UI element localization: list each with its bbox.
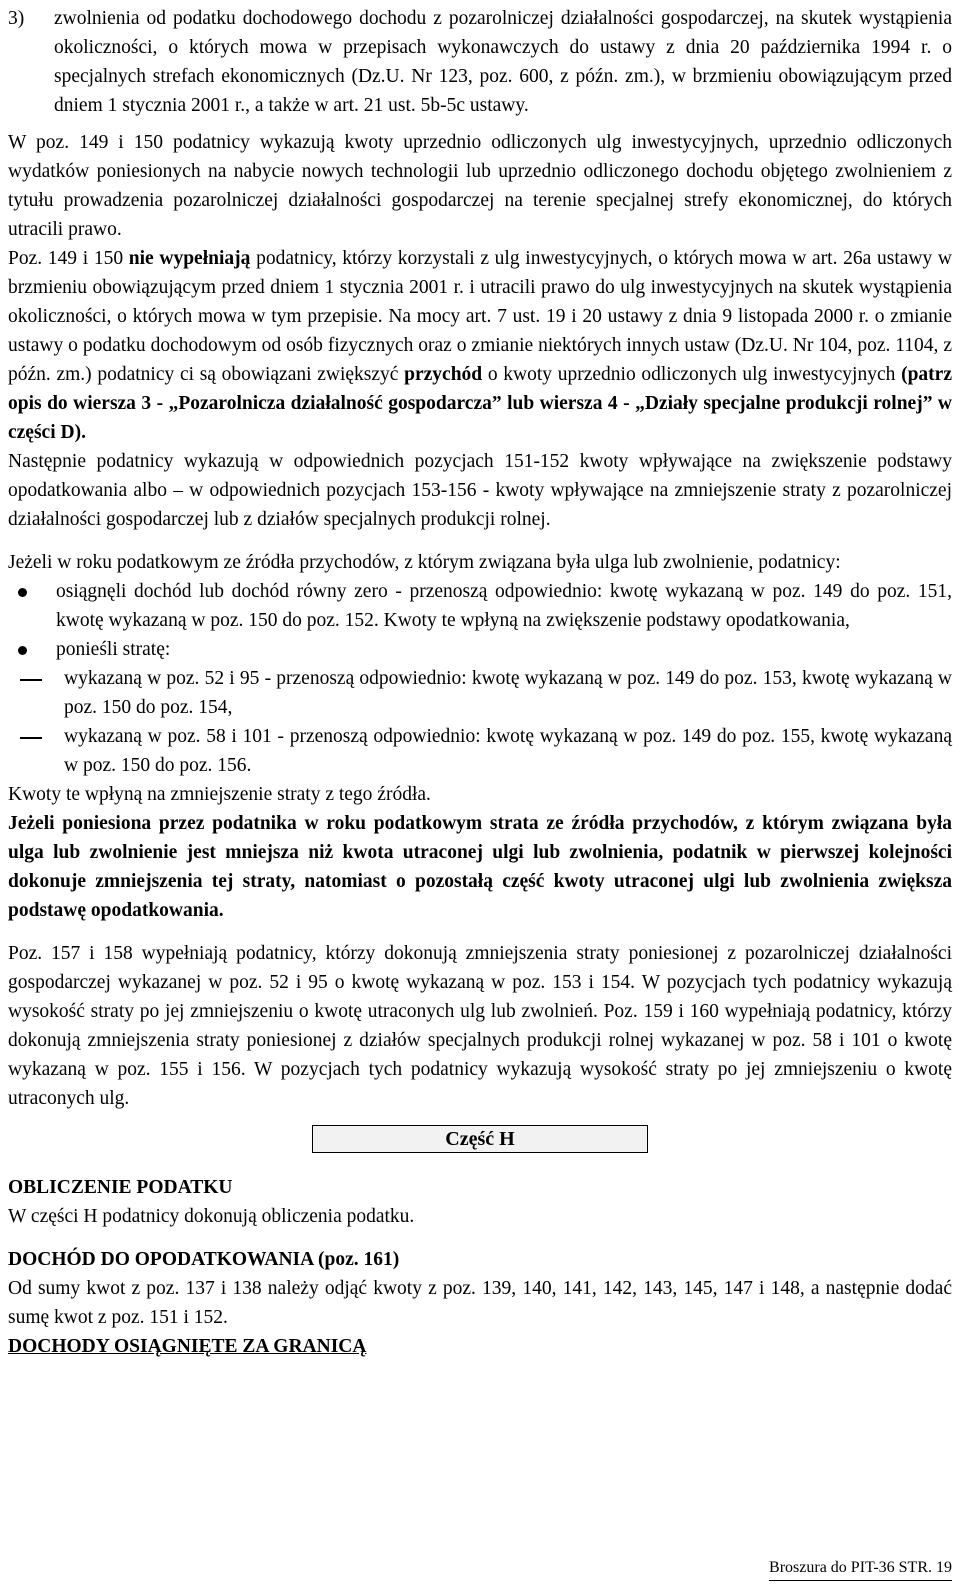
bullet-text: osiągnęli dochód lub dochód równy zero - przenoszą odpowiednio: kwotę wykazaną w poz. 149 do poz. 151, kwotę wykazaną w poz. 150 do poz. 152. Kwoty te wpłyną na zwiększenie podstawy opodatkowania, bbox=[56, 581, 952, 631]
dash-icon bbox=[20, 737, 42, 739]
dash-list bbox=[8, 664, 952, 780]
paragraph-poz-157-160: Poz. 157 i 158 wypełniają podatnicy, którzy dokonują zmniejszenia straty poniesionej z pozarolniczej działalności gospodarczej wykazanej w poz. 52 i 95 o kwotę wykazaną w poz. 153 i 154. W pozycjach tych podatnicy wykazują wysokość straty po jej zmniejszeniu o kwotę utraconych ulg lub zwolnień. Poz. 159 i 160 wypełniają podatnicy, którzy dokonują zmniejszenia straty poniesionej z działów specjalnych produkcji rolnej wykazanej w poz. 58 i 101 o kwotę wykazaną w poz. 155 i 156. W pozycjach tych podatnicy wykazują wysokość straty po jej zmniejszeniu o kwotę utraconych ulg. bbox=[8, 943, 952, 1109]
dash-item bbox=[8, 664, 952, 722]
paragraph-poz-149-150: W poz. 149 i 150 podatnicy wykazują kwoty uprzednio odliczonych ulg inwestycyjnych, uprzednio odliczonych wydatków poniesionych na nabycie nowych technologii lub uprzednio odliczonego dochodu objętego zwolnieniem z tytułu prowadzenia pozarolniczej działalności gospodarczej na terenie specjalnej strefy ekonomicznej, do których utracili prawo. bbox=[8, 132, 952, 240]
bold-run: nie wypełniają bbox=[128, 248, 251, 269]
item-3 bbox=[8, 4, 952, 120]
paragraph-nie-wypelniaja bbox=[8, 244, 952, 447]
section-title-box: Część H bbox=[312, 1125, 648, 1153]
item-3-number: 3) bbox=[8, 8, 25, 29]
bold-run: Jeżeli poniesiona przez podatnika w roku podatkowym strata ze źródła przychodów, z którym związana była ulga lub zwolnienie jest mniejsza niż kwota utraconej ulgi lub zwolnienia, podatnik w pierwszej kolejności dokonuje zmniejszenia tej straty, natomiast o pozostałą część kwoty utraconej ulgi lub zwolnienia zwiększa podstawę opodatkowania. bbox=[8, 813, 952, 921]
text-run: Poz. 149 i 150 bbox=[8, 248, 129, 269]
paragraph-kwoty-te: Kwoty te wpłyną na zmniejszenie straty z tego źródła. bbox=[8, 784, 431, 805]
paragraph-nastepnie: Następnie podatnicy wykazują w odpowiednich pozycjach 151-152 kwoty wpływające na zwiększenie podstawy opodatkowania albo – w odpowiednich pozycjach 153-156 - kwoty wpływające na zmniejszenie straty z pozarolniczej działalności gospodarczej lub z działów specjalnych produkcji rolnej. bbox=[8, 451, 952, 530]
item-3-text: zwolnienia od podatku dochodowego dochodu z pozarolniczej działalności gospodarczej, na skutek wystąpienia okoliczności, o których mowa w przepisach wykonawczych do ustawy z dnia 20 października 1994 r. o specjalnych strefach ekonomicznych (Dz.U. Nr 123, poz. 600, z późn. zm.), w brzmieniu obowiązującym przed dniem 1 stycznia 2001 r., a także w art. 21 ust. 5b-5c ustawy. bbox=[54, 8, 952, 116]
dash-text: wykazaną w poz. 58 i 101 - przenoszą odpowiednio: kwotę wykazaną w poz. 149 do poz. 155, kwotę wykazaną w poz. 150 do poz. 156. bbox=[64, 726, 952, 776]
bullet-item bbox=[8, 635, 952, 664]
paragraph-jezeli: Jeżeli w roku podatkowym ze źródła przychodów, z którym związana była ulga lub zwolnienie, podatnicy: bbox=[8, 552, 841, 573]
dash-item bbox=[8, 722, 952, 780]
bullet-text: ponieśli stratę: bbox=[56, 639, 171, 660]
dash-icon bbox=[20, 679, 42, 681]
heading-dochod-do-opodatkowania: DOCHÓD DO OPODATKOWANIA (poz. 161) bbox=[8, 1249, 400, 1270]
page-footer: Broszura do PIT-36 STR. 19 bbox=[769, 1556, 952, 1581]
text-run: podatnicy, którzy korzystali z ulg inwestycyjnych, o których mowa w art. 26a ustawy w brzmieniu obowiązującym przed dniem 1 stycznia 2001 r. i utracili prawo do ulg inwestycyjnych na skutek wystąpienia okoliczności, o których mowa w tym przepisie. Na mocy art. 7 ust. 19 i 20 ustawy z dnia 9 listopada 2000 r. o zmianie ustawy o podatku dochodowym od osób fizycznych oraz o zmianie niektórych innych ustaw (Dz.U. Nr 104, poz. 1104, z późn. zm.) podatnicy ci są obowiązani zwiększyć bbox=[8, 248, 952, 385]
heading-obliczenie-podatku: OBLICZENIE PODATKU bbox=[8, 1177, 233, 1198]
heading-1-text: W części H podatnicy dokonują obliczenia podatku. bbox=[8, 1206, 415, 1227]
bullet-list bbox=[8, 577, 952, 664]
text-run: o kwoty uprzednio odliczonych ulg inwestycyjnych bbox=[482, 364, 902, 385]
dash-text: wykazaną w poz. 52 i 95 - przenoszą odpowiednio: kwotę wykazaną w poz. 149 do poz. 153, kwotę wykazaną w poz. 150 do poz. 154, bbox=[64, 668, 952, 718]
bold-run: przychód bbox=[404, 364, 483, 385]
document-page bbox=[8, 4, 952, 1361]
heading-dochody-za-granica: DOCHODY OSIĄGNIĘTE ZA GRANICĄ bbox=[8, 1336, 367, 1357]
paragraph-bold-strata bbox=[8, 809, 952, 925]
bullet-item bbox=[8, 577, 952, 635]
heading-2-text: Od sumy kwot z poz. 137 i 138 należy odjąć kwoty z poz. 139, 140, 141, 142, 143, 145, 147 i 148, a następnie dodać sumę kwot z poz. 151 i 152. bbox=[8, 1278, 952, 1328]
bold-run: (patrz opis do wiersza 3 - „Pozarolnicza działalność gospodarcza” lub wiersza 4 - „Działy specjalne produkcji rolnej” w części D). bbox=[8, 364, 952, 443]
bullet-icon bbox=[18, 588, 27, 597]
bullet-icon bbox=[18, 646, 27, 655]
